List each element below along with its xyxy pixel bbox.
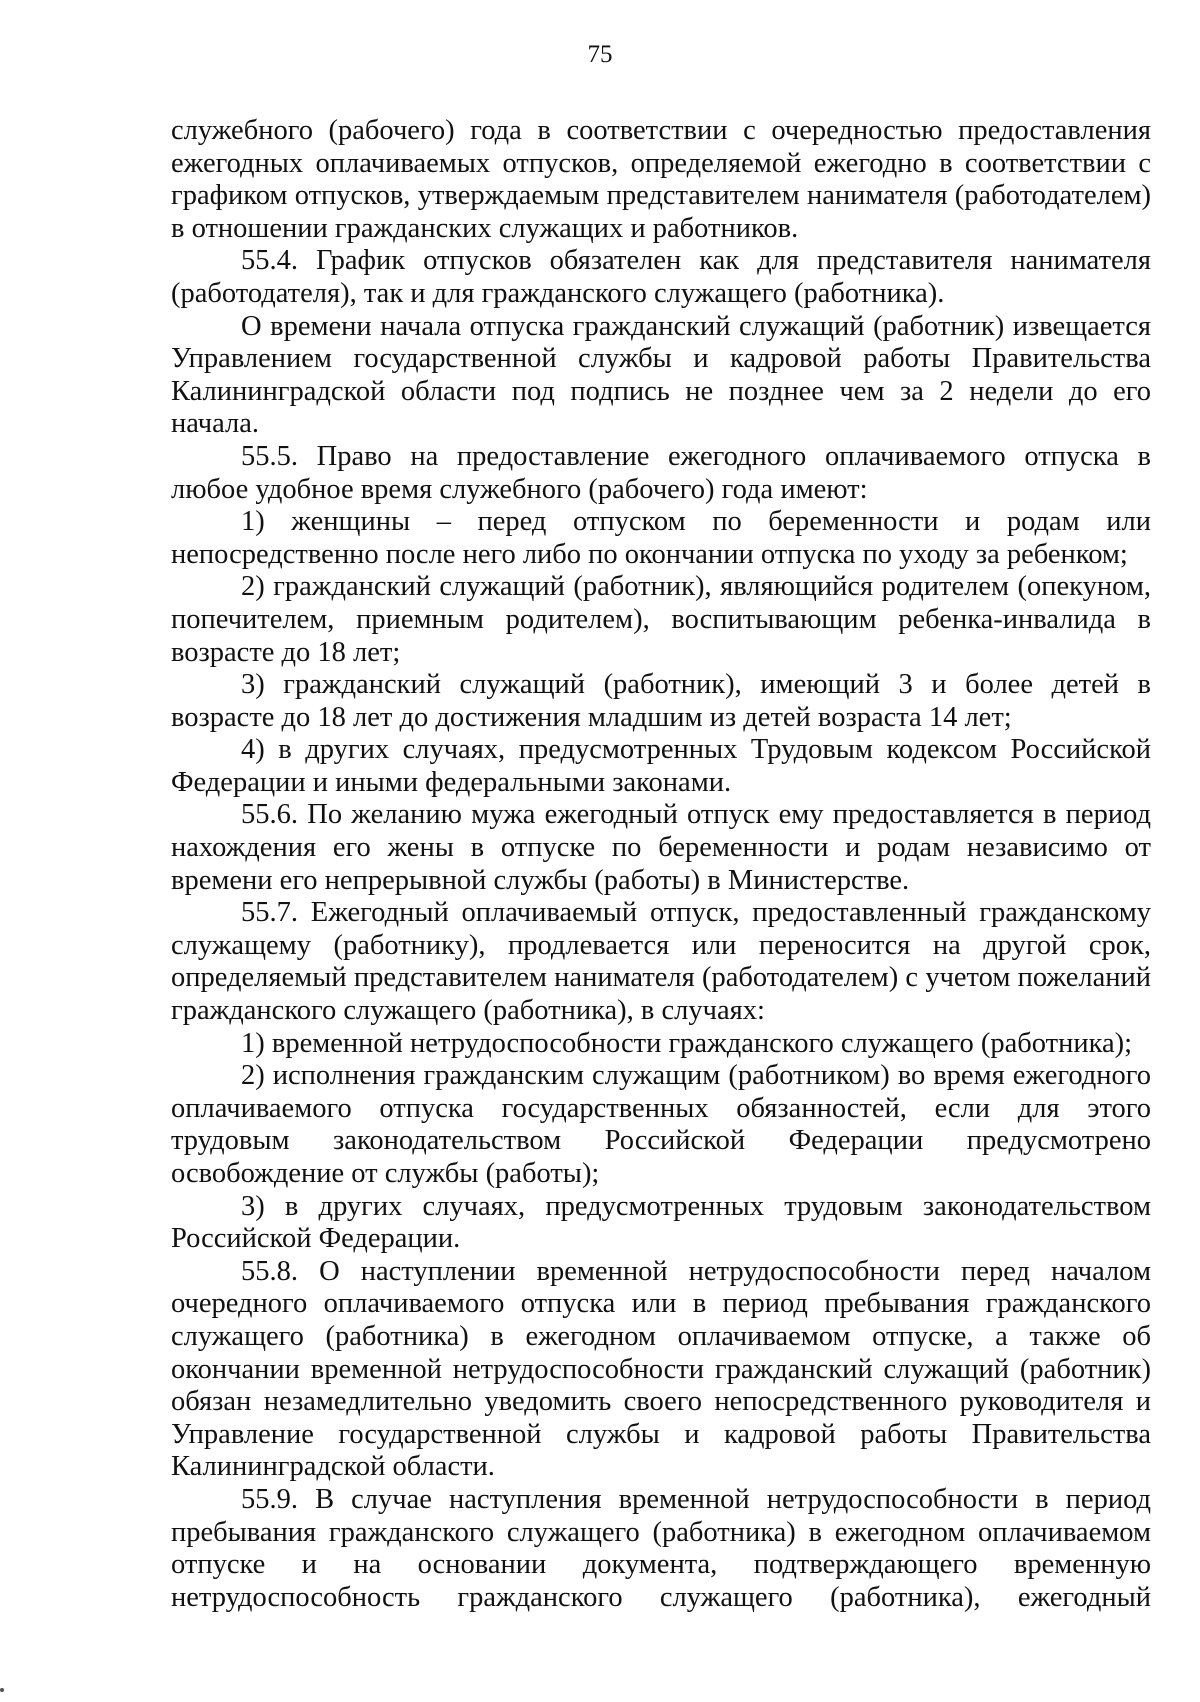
paragraph-55-4: 55.4. График отпусков обязателен как для представителя нанимателя (работодателя), так и для гражданского служащего (работника). xyxy=(171,245,1151,309)
document-body xyxy=(171,115,1151,1614)
list-item-55-7-2: 2) исполнения гражданским служащим (работником) во время ежегодного оплачиваемого отпуска государственных обязанностей, если для этого трудовым законодательством Российской Федерации предусмотрено освобождение от службы (работы); xyxy=(171,1060,1151,1189)
paragraph-continuation: служебного (рабочего) года в соответствии с очередностью предоставления ежегодных оплачиваемых отпусков, определяемой ежегодно в соответствии с графиком отпусков, утверждаемым представителем нанимателя (работодателем) в отношении гражданских служащих и работников. xyxy=(171,115,1151,244)
paragraph-55-6: 55.6. По желанию мужа ежегодный отпуск ему предоставляется в период нахождения его жены в отпуске по беременности и родам независимо от времени его непрерывной службы (работы) в Министерстве. xyxy=(171,799,1151,896)
list-item-55-5-4: 4) в других случаях, предусмотренных Трудовым кодексом Российской Федерации и иными федеральными законами. xyxy=(171,734,1151,798)
list-item-55-5-2: 2) гражданский служащий (работник), являющийся родителем (опекуном, попечителем, приемным родителем), воспитывающим ребенка-инвалида в возрасте до 18 лет; xyxy=(171,571,1151,668)
list-item-55-7-3: 3) в других случаях, предусмотренных трудовым законодательством Российской Федерации. xyxy=(171,1190,1151,1255)
list-item-55-7-1: 1) временной нетрудоспособности гражданского служащего (работника); xyxy=(241,1027,1133,1059)
page-number: 75 xyxy=(587,41,613,68)
paragraph-55-5: 55.5. Право на предоставление ежегодного оплачиваемого отпуска в любое удобное время служебного (рабочего) года имеют: xyxy=(171,440,1151,505)
scan-speck xyxy=(0,1688,4,1692)
paragraph-55-9: 55.9. В случае наступления временной нетрудоспособности в период пребывания гражданского служащего (работника) в ежегодном оплачиваемом отпуске и на основании документа, подтверждающего временную нетрудоспособность гражданского служащего (работника), ежегодный xyxy=(171,1483,1151,1613)
list-item-55-5-1: 1) женщины – перед отпуском по беременности и родам или непосредственно после него либо по окончании отпуска по уходу за ребенком; xyxy=(171,506,1151,570)
paragraph-55-7: 55.7. Ежегодный оплачиваемый отпуск, предоставленный гражданскому служащему (работнику), продлевается или переносится на другой срок, определяемый представителем нанимателя (работодателем) с учетом пожеланий гражданского служащего (работника), в случаях: xyxy=(171,897,1151,1027)
paragraph-55-8: 55.8. О наступлении временной нетрудоспособности перед началом очередного оплачиваемого отпуска или в период пребывания гражданского служащего (работника) в ежегодном оплачиваемом отпуске, а также об окончании временной нетрудоспособности гражданский служащий (работник) обязан незамедлительно уведомить своего непосредственного руководителя и Управление государственной службы и кадровой работы Правительства Калининградской области. xyxy=(171,1255,1151,1483)
list-item-55-5-3: 3) гражданский служащий (работник), имеющий 3 и более детей в возрасте до 18 лет до достижения младшим из детей возраста 14 лет; xyxy=(171,669,1151,733)
paragraph-vacation-notice: О времени начала отпуска гражданский служащий (работник) извещается Управлением государственной службы и кадровой работы Правительства Калининградской области под подпись не позднее чем за 2 недели до его начала. xyxy=(171,310,1151,440)
